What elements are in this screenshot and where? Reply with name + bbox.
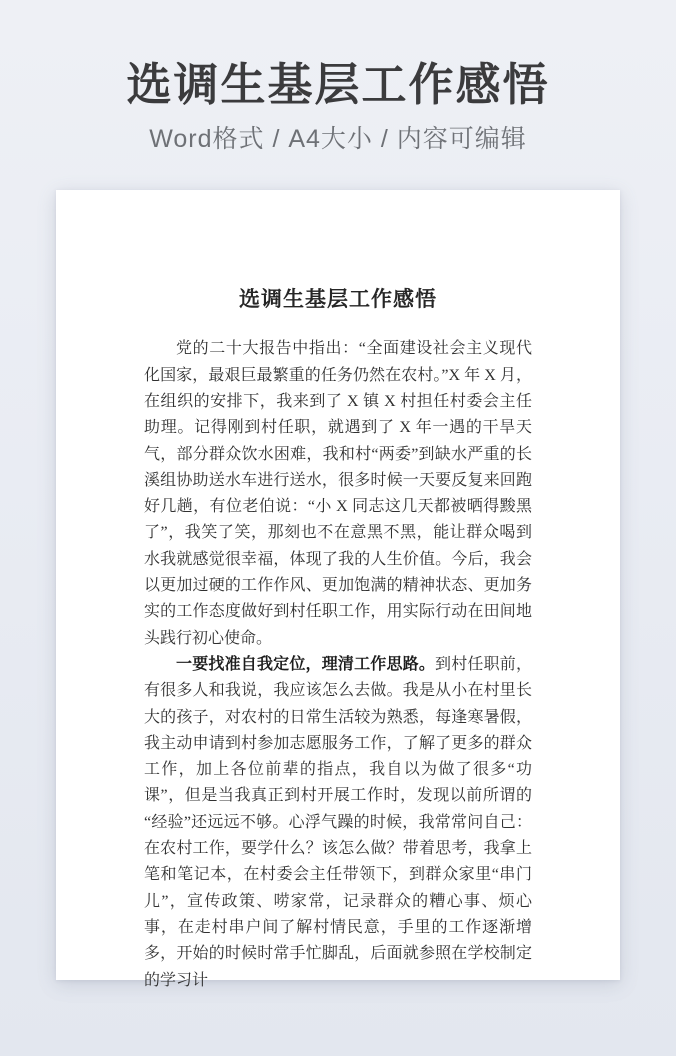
template-header [0,0,676,155]
document-body [144,336,532,993]
document-paragraph: 一要找准自我定位，理清工作思路。到村任职前，有很多人和我说，我应该怎么去做。我是从小在村里长大的孩子，对农村的日常生活较为熟悉，每逢寒暑假，我主动申请到村参加志愿服务工作，了解了更多的群众工作，加上各位前辈的指点，我自以为做了很多“功课”，但是当我真正到村开展工作时，发现以前所谓的“经验”还远远不够。心浮气躁的时候，我常常问自己：在农村工作，要学什么？该怎么做？带着思考，我拿上笔和笔记本，在村委会主任带领下，到群众家里“串门儿”，宣传政策、唠家常，记录群众的糟心事、烦心事，在走村串户间了解村情民意，手里的工作逐渐增多，开始的时候时常手忙脚乱，后面就参照在学校制定的学习计 [144,655,532,989]
document-paragraph: 党的二十大报告中指出：“全面建设社会主义现代化国家，最艰巨最繁重的任务仍然在农村。”X 年 X 月，在组织的安排下，我来到了 X 镇 X 村担任村委会主任助理。记得刚到村任职，就遇到了 X 年一遇的干旱天气，部分群众饮水困难，我和村“两委”到缺水严重的长溪组协助送水车进行送水，很多时候一天要反复来回跑好几趟，有位老伯说：“小 X 同志这几天都被晒得黢黑了”，我笑了笑，那刻也不在意黑不黑，能让群众喝到水我就感觉很幸福，体现了我的人生价值。今后，我会以更加过硬的工作作风、更加饱满的精神状态、更加务实的工作态度做好到村任职工作，用实际行动在田间地头践行初心使命。 [144,340,532,647]
paragraph-lead: 一要找准自我定位，理清工作思路。 [176,655,436,673]
document-title: 选调生基层工作感悟 [239,288,437,312]
template-subtitle: Word格式 / A4大小 / 内容可编辑 [149,125,527,154]
template-title: 选调生基层工作感悟 [126,59,550,110]
document-page-preview [56,190,620,989]
